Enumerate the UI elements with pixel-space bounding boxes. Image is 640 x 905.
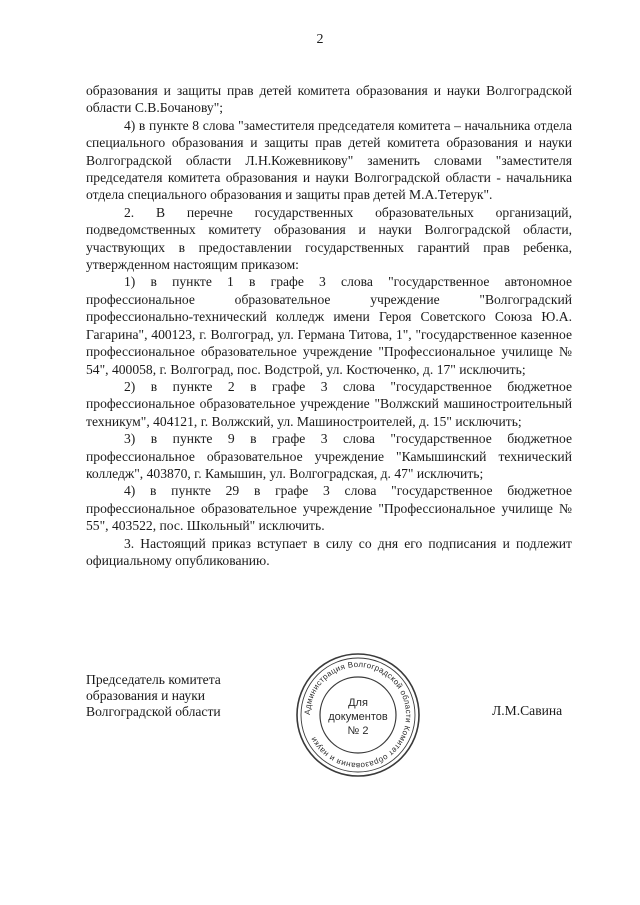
official-stamp (293, 650, 423, 780)
paragraph-section-3: 3. Настоящий приказ вступает в силу со дня его подписания и подлежит официальному опубликованию. (86, 535, 572, 568)
paragraph-section-2: 2. В перечне государственных образовательных организаций, подведомственных комитету образования и науки Волгоградской области, участвующих в предоставлении государственных гарантий прав ребенка, утвержденном настоящим приказом: (86, 204, 572, 273)
paragraph-item-4b: 4) в пункте 29 в графе 3 слова "государственное бюджетное профессиональное образовательное учреждение "Профессиональное училище № 55", 403522, пос. Школьный" исключить. (86, 483, 572, 534)
paragraph-item-4: 4) в пункте 8 слова "заместителя председателя комитета – начальника отдела специального образования и защиты прав детей комитета образования и науки Волгоградской области Л.Н.Кожевникову" заменить словами "заместителя председателя комитета образования и науки Волгоградской области - начальника отдела специального образования и защиты прав детей М.А.Тетерук". (86, 117, 572, 203)
signatory-name: Л.М.Савина (492, 703, 563, 718)
stamp-ring-text: Администрация Волгоградской области Комитет образования и науки (302, 659, 414, 771)
signatory-title-line: Председатель комитета (86, 672, 221, 687)
signatory-title (86, 672, 221, 720)
document-body (86, 82, 572, 569)
paragraph-item-2: 2) в пункте 2 в графе 3 слова "государственное бюджетное профессиональное образовательное учреждение "Волжский машиностроительный техникум", 404121, г. Волжский, ул. Машиностроителей, д. 15" исключить; (86, 378, 572, 429)
page-number: 2 (316, 32, 324, 47)
paragraph-item-1: 1) в пункте 1 в графе 3 слова "государственное автономное профессиональное образовательное учреждение "Волгоградский профессионально-технический колледж имени Героя Советского Союза Ю.А. Гагарина", 400123, г. Волгоград, ул. Германа Титова, 1", "государственное казенное профессиональное образовательное учреждение "Профессиональное училище № 54", 400058, г. Волгоград, пос. Водстрой, ул. Костюченко, д. 17" исключить; (86, 274, 572, 377)
paragraph-continuation: образования и защиты прав детей комитета образования и науки Волгоградской области С.В.Бочанову"; (86, 83, 572, 116)
stamp-inner-line: документов (328, 711, 388, 723)
stamp-inner-line: № 2 (347, 725, 369, 737)
signatory-title-line: Волгоградской области (86, 704, 221, 719)
stamp-seal-graphic (293, 650, 423, 780)
paragraph-item-3: 3) в пункте 9 в графе 3 слова "государственное бюджетное профессиональное образовательное учреждение "Камышинский технический колледж", 403870, г. Камышин, ул. Волгоградская, д. 47" исключить; (86, 431, 572, 481)
stamp-inner-line: Для (348, 697, 368, 709)
signatory-title-line: образования и науки (86, 688, 206, 703)
